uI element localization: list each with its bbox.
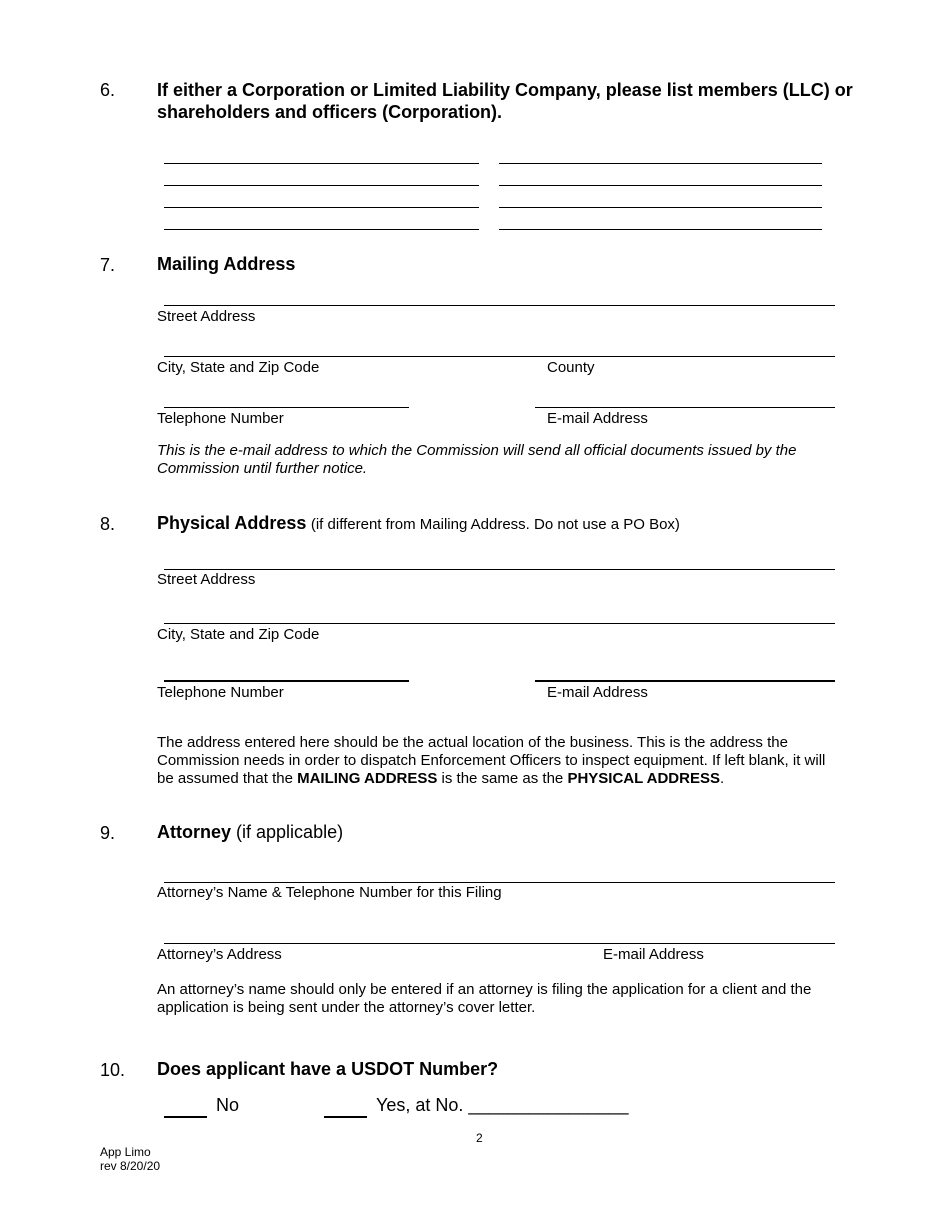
mailing-county-label: County (547, 359, 595, 376)
member-line-3-right[interactable] (499, 207, 822, 208)
physical-city-field[interactable] (164, 623, 835, 624)
usdot-no-checkbox-line[interactable] (164, 1116, 207, 1118)
footer-form-info (100, 1145, 160, 1173)
member-line-4-left[interactable] (164, 229, 479, 230)
section-6-number: 6. (100, 80, 116, 100)
section-9-heading: Attorney (157, 822, 232, 842)
mailing-email-note: This is the e-mail address to which the Commission will send all official documents issued by the Commission until further notice. (157, 442, 797, 477)
section-8-title (157, 513, 680, 534)
section-8-subheading: (if different from Mailing Address. Do not use a PO Box) (310, 516, 680, 533)
usdot-no-label: No (216, 1095, 240, 1115)
mailing-email-label: E-mail Address (547, 410, 648, 427)
mailing-phone-field[interactable] (164, 407, 409, 408)
mailing-email-field[interactable] (535, 407, 835, 408)
mailing-city-county-field[interactable] (164, 356, 835, 357)
attorney-note: An attorney’s name should only be entered if an attorney is filing the application for a client and the application is being sent under the attorney’s cover letter. (157, 981, 812, 1016)
member-line-1-left[interactable] (164, 163, 479, 164)
member-line-2-right[interactable] (499, 185, 822, 186)
usdot-yes-label[interactable]: Yes, at No. ________________ (376, 1095, 629, 1115)
physical-city-label: City, State and Zip Code (157, 626, 320, 643)
section-9-title (157, 822, 343, 843)
member-line-3-left[interactable] (164, 207, 479, 208)
physical-phone-field[interactable] (164, 680, 409, 682)
attorney-address-label: Attorney’s Address (157, 946, 282, 963)
mailing-phone-label: Telephone Number (157, 410, 284, 427)
section-6-heading: If either a Corporation or Limited Liability Company, please list members (LLC) or shareholders and officers (Corporation). (157, 80, 853, 122)
section-8-heading: Physical Address (157, 513, 307, 533)
member-line-4-right[interactable] (499, 229, 822, 230)
member-line-2-left[interactable] (164, 185, 479, 186)
mailing-street-label: Street Address (157, 308, 256, 325)
section-10-number: 10. (100, 1060, 126, 1080)
attorney-name-label: Attorney’s Name & Telephone Number for this Filing (157, 884, 502, 901)
physical-street-field[interactable] (164, 569, 835, 570)
footer-revision: rev 8/20/20 (100, 1159, 161, 1173)
page-number: 2 (476, 1131, 483, 1145)
attorney-name-field[interactable] (164, 882, 835, 883)
section-7-number: 7. (100, 255, 116, 275)
section-7-heading: Mailing Address (157, 254, 296, 274)
section-9-number: 9. (100, 823, 116, 843)
section-8-number: 8. (100, 514, 116, 534)
physical-email-field[interactable] (535, 680, 835, 682)
attorney-address-field[interactable] (164, 943, 835, 944)
section-10-heading: Does applicant have a USDOT Number? (157, 1059, 499, 1079)
mailing-street-field[interactable] (164, 305, 835, 306)
physical-street-label: Street Address (157, 571, 256, 588)
physical-email-label: E-mail Address (547, 684, 648, 701)
physical-address-note: The address entered here should be the actual location of the business. This is the address the Commission needs in order to dispatch Enforcement Officers to inspect equipment. If left blank, it will be assumed that the MAILING ADDRESS is the same as the PHYSICAL ADDRESS. (157, 734, 826, 787)
mailing-city-label: City, State and Zip Code (157, 359, 320, 376)
section-9-subheading: (if applicable) (236, 822, 344, 842)
physical-phone-label: Telephone Number (157, 684, 284, 701)
member-line-1-right[interactable] (499, 163, 822, 164)
usdot-yes-checkbox-line[interactable] (324, 1116, 367, 1118)
footer-form-name: App Limo (100, 1145, 151, 1159)
attorney-email-label: E-mail Address (603, 946, 704, 963)
